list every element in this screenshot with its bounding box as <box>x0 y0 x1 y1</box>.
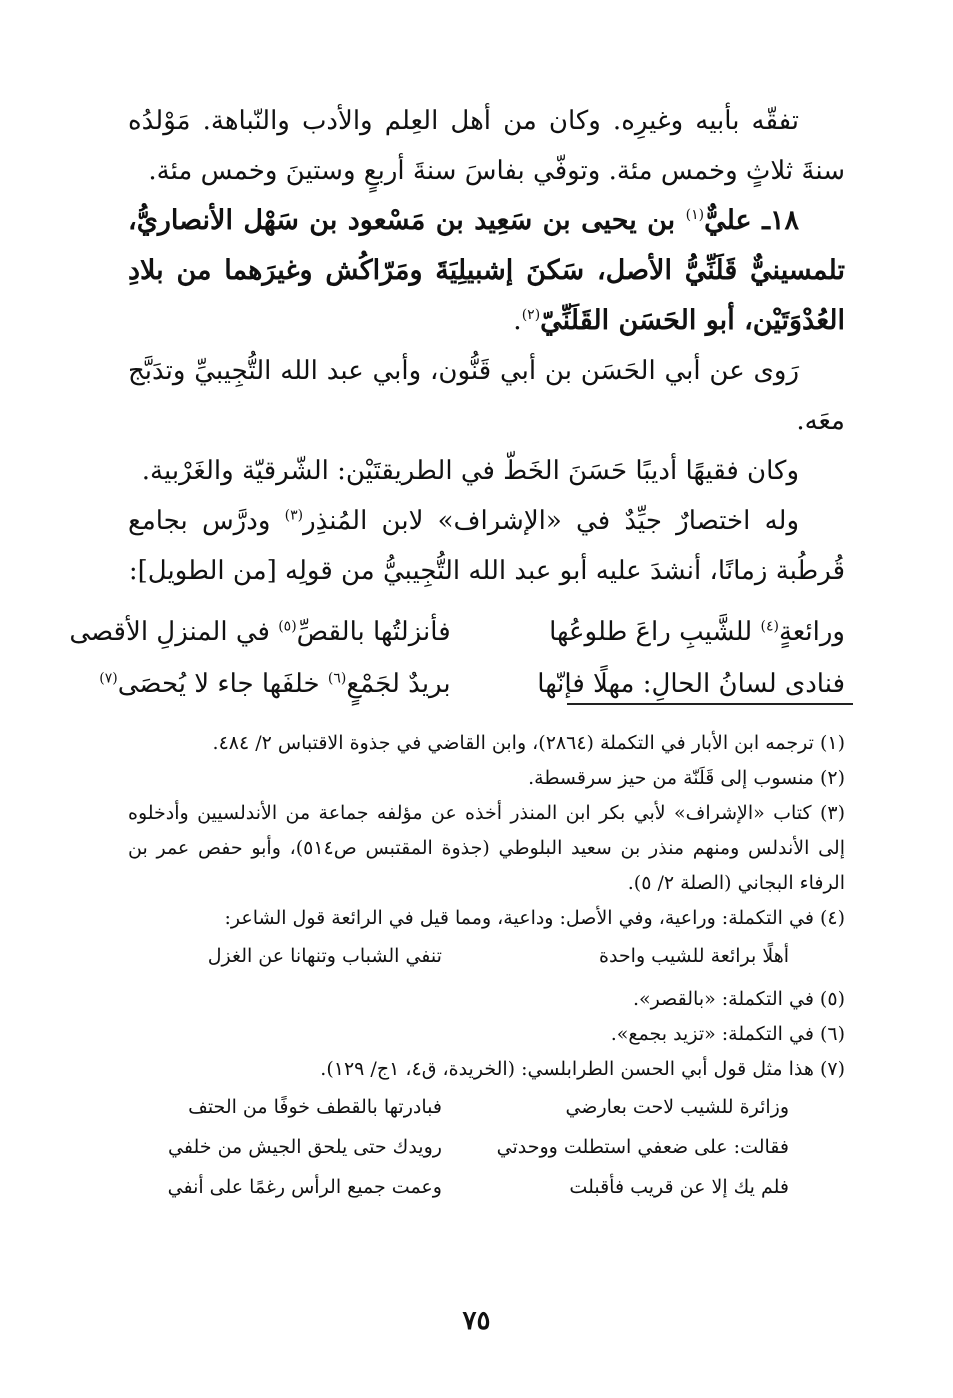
footnote-7-poem <box>158 1087 789 1207</box>
poem <box>69 606 845 710</box>
narration-paragraph: رَوى عن أبي الحَسَن بن أبي قَنُّون، وأبي عبد الله التُّجِيبيِّ وتدَبَّج معَه. <box>128 356 845 436</box>
verse-text: بريدٌ لجَمْعٍ <box>346 669 451 699</box>
footnote-ref-7: (٧) <box>99 670 118 687</box>
entry-number-name: ١٨ـ عليٌّ <box>704 205 799 236</box>
verse-text: فنادى لسانُ الحالِ: مهلًا فإنّها <box>537 669 845 699</box>
verse-second-hemistich <box>99 658 451 710</box>
verse-first-hemistich <box>522 606 845 658</box>
footnote-5: (٥) في التكملة: «بالقصر». <box>633 988 845 1010</box>
verse-text: فأنزلتُها بالقصِّ <box>296 617 451 647</box>
verse-first-hemistich: فلم يك إلا عن قريب فأقبلت <box>569 1176 789 1198</box>
poem-verse <box>158 1167 789 1207</box>
poem-verse <box>158 1087 789 1127</box>
verse-text: للشَّيبِ راعَ طلوعُها <box>549 617 761 647</box>
footnote-3: (٣) كتاب «الإشراف» لأبي بكر ابن المنذر أخذه عن مؤلفه جماعة من الأندلسيين وأدخلوه إلى الأندلس ومنهم منذر بن سعيد البلوطي (جذوة المقتبس ص٥١٤)، وأبو حفص عمر بن الرفاء البجاني (الصلة ٢/ ٥). <box>128 802 845 894</box>
footnote-ref-1: (١) <box>685 207 705 223</box>
intro-paragraph: تفقّه بأبيه وغيرِه. وكان من أهل العِلم والأدب والنّباهة. مَوْلدُه سنةَ ثلاثٍ وخمس مئة. وتوفّي بفاسَ سنةَ أربعٍ وستينَ وخمس مئة. <box>128 106 845 186</box>
footnote-1: (١) ترجمه ابن الأبار في التكملة (٢٨٦٤)، وابن القاضي في جذوة الاقتباس ٢/ ٤٨٤. <box>212 732 845 754</box>
footnote-ref-4: (٤) <box>760 618 779 635</box>
verse-second-hemistich: تنفي الشباب وتنهانا عن الغزل <box>207 945 442 967</box>
verse-second-hemistich: رويدك حتى يلحق الجيش من خلفي <box>168 1136 442 1158</box>
verse-text: في المنزلِ الأقصى <box>69 617 279 647</box>
footnote-ref-5: (٥) <box>278 618 297 635</box>
footnote-separator <box>567 703 853 705</box>
abridgement-paragraph <box>128 496 845 596</box>
footnotes <box>128 726 845 1213</box>
entry-lineage: بن يحيى بن سَعِيد بن مَسْعود بن سَهْل الأنصاريُّ، تلمسينيٌّ قَلَنِّيُّ الأصل، سَكنَ إشبيلِيَةَ ومَرّاكُش وغيرَهما من بلادِ العُدْوَتَيْن، أبو الحَسَن القَلَنِّيّ <box>128 205 845 336</box>
scholar-paragraph: وكان فقيهًا أديبًا حَسَنَ الخَطّ في الطريقتَيْن: الشّرقيّة والغَرْبية. <box>141 456 799 486</box>
footnote-7: (٧) هذا مثل قول أبي الحسن الطرابلسي: (الخريدة، ق٤، ١ج/ ١٢٩). <box>320 1058 845 1080</box>
verse-second-hemistich <box>69 606 451 658</box>
poem-verse <box>69 606 845 658</box>
poem-verse <box>158 936 789 976</box>
footnote-4: (٤) في التكملة: وراعية، وفي الأصل: وداعية، ومما قيل في الرائعة قول الشاعر: <box>224 907 845 929</box>
footnote-4-poem <box>158 936 789 976</box>
footnote-ref-3: (٣) <box>284 507 304 524</box>
verse-first-hemistich: وزائرة للشيب لاحت بعارضي <box>565 1096 789 1118</box>
footnote-6: (٦) في التكملة: «تزيد بجمع». <box>610 1023 845 1045</box>
abridgement-text-b: ودرَّس بجامع قُرطُبة زمانًا، أنشدَ عليه أبو عبد الله التُّجِيبيُّ من قولِه [من الطويل]: <box>128 506 845 586</box>
main-text <box>69 96 845 710</box>
entry-end-mark: . <box>513 305 522 336</box>
verse-second-hemistich: فبادرتها بالقطف خوفًا من الحتف <box>188 1096 442 1118</box>
abridgement-text-a: وله اختصارٌ جيِّدٌ في «الإشراف» لابن المُنذِر <box>303 506 799 536</box>
verse-first-hemistich: فقالت: على ضعفي استطلت ووحدتي <box>496 1136 789 1158</box>
footnote-ref-2: (٢) <box>521 307 541 323</box>
verse-first-hemistich: أهلًا برائعة للشيب واحدة <box>599 945 789 967</box>
page-number: ٧٥ <box>462 1306 491 1336</box>
verse-text: خلفَها جاء لا يُحصَى <box>117 669 328 699</box>
footnote-ref-6: (٦) <box>327 670 347 687</box>
biography-entry-heading <box>128 196 845 346</box>
footnote-2: (٢) منسوب إلى قَلَنّة من حيز سرقسطة. <box>528 767 845 789</box>
verse-text: ورائعةٍ <box>778 617 845 647</box>
verse-second-hemistich: وعمت جميع الرأس رغمًا على أنفي <box>167 1176 442 1198</box>
poem-verse <box>158 1127 789 1167</box>
